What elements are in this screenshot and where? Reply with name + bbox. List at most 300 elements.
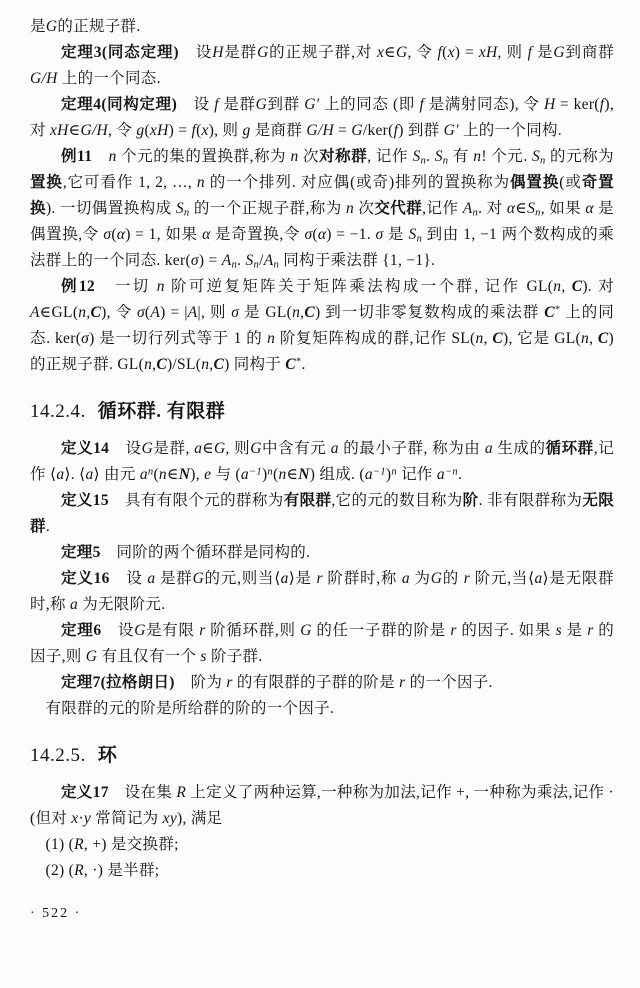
text-run: C xyxy=(571,278,583,295)
text-run: ) xyxy=(261,466,268,483)
text-run: ,记作 xyxy=(422,200,463,217)
text-run: S xyxy=(412,148,421,165)
text-run: x xyxy=(376,44,385,61)
text-run: 是 xyxy=(383,226,409,243)
text-run: n xyxy=(273,259,280,271)
text-run: 的因子. 如果 xyxy=(456,622,556,639)
text-run: x xyxy=(71,810,79,827)
text-run: (2) ( xyxy=(45,862,75,879)
text-run: 是 GL( xyxy=(239,304,293,321)
text-run: σ xyxy=(231,304,240,321)
text-run: G xyxy=(255,96,268,113)
text-run: , xyxy=(209,356,214,373)
text-run: 交代群 xyxy=(374,200,423,217)
text-run: 是偶置换,令 xyxy=(30,200,614,243)
text-run: R xyxy=(74,862,84,879)
text-run: n xyxy=(156,278,165,295)
text-run: 14.2.4. xyxy=(30,401,86,422)
text-run: n xyxy=(267,330,276,347)
text-run: 上的同态. ker( xyxy=(30,304,614,347)
text-run: A xyxy=(221,252,232,269)
text-run: n xyxy=(267,466,273,478)
text-run: σ xyxy=(190,252,199,269)
text-run: , 令 xyxy=(108,122,137,139)
text-run: 的元称为 xyxy=(545,148,614,165)
text-run: 设 xyxy=(101,622,135,639)
text-run: 偶置换 xyxy=(510,174,560,191)
text-run: 记作 xyxy=(396,466,437,483)
text-run: H xyxy=(544,96,556,113)
text-run: a xyxy=(85,466,94,483)
text-run: n xyxy=(416,233,423,245)
text-run: n xyxy=(420,155,427,167)
text-run: ) xyxy=(385,466,392,483)
text-run: r xyxy=(450,622,457,639)
page-content xyxy=(30,14,614,922)
text-run: A xyxy=(187,304,198,321)
text-run: ), 令 xyxy=(101,304,137,321)
text-run: ). 对 xyxy=(582,278,614,295)
text-run: 的一个正规子群,称为 xyxy=(189,200,346,217)
text-run: ∈ xyxy=(384,44,396,61)
text-run: 到由 1, −1 两个数构成的乘法群上的一个同态. ker( xyxy=(30,226,614,269)
text-run: = xyxy=(333,122,352,139)
text-run: n xyxy=(278,466,287,483)
text-run: ), 对 xyxy=(30,96,615,139)
text-run: 的一个排列. 对应偶(或奇)排列的置换称为 xyxy=(204,174,510,191)
text-run: xH xyxy=(478,44,498,61)
text-run: ) = xyxy=(168,122,192,139)
text-run: 定理7(拉格朗日) xyxy=(61,674,175,691)
text-run: G/H xyxy=(80,122,109,139)
text-run: C xyxy=(597,330,609,347)
paragraph xyxy=(30,14,614,40)
text-run: ( xyxy=(442,44,448,61)
text-run: G xyxy=(141,440,154,457)
paragraph xyxy=(30,92,614,144)
text-run: R xyxy=(74,836,84,853)
text-run: 是奇置换,令 xyxy=(210,226,305,243)
text-run: S xyxy=(531,148,540,165)
text-run: ∈ xyxy=(68,122,81,139)
text-run: C xyxy=(304,304,315,321)
text-run: 是有限 xyxy=(145,622,200,639)
text-run: a xyxy=(56,466,65,483)
text-run: G xyxy=(214,440,226,457)
text-run: 次 xyxy=(354,200,375,217)
text-run: /ker( xyxy=(362,122,394,139)
text-run: ∈ xyxy=(286,466,299,483)
text-run: 阶 xyxy=(462,492,479,509)
text-run: n xyxy=(535,207,541,219)
text-run: 的因子,则 xyxy=(30,622,614,665)
text-run: A xyxy=(150,304,161,321)
text-run: 有限群 xyxy=(283,492,332,509)
text-run: ) 的正规子群. GL( xyxy=(30,330,614,373)
text-run: 定理3(同态定理) xyxy=(61,44,179,61)
text-run: s xyxy=(555,622,562,639)
text-run: ), 它是 GL( xyxy=(502,330,582,347)
text-run: α xyxy=(202,226,211,243)
text-run: y xyxy=(83,810,92,827)
text-run: 上的同态 (即 xyxy=(319,96,420,113)
text-run: ( xyxy=(196,122,202,139)
text-run: 设 xyxy=(178,44,213,61)
paragraph xyxy=(30,670,614,696)
text-run: ) 是一切行列式等于 1 的 xyxy=(89,330,268,347)
text-run: 置换 xyxy=(30,174,63,191)
text-run: G xyxy=(257,44,269,61)
text-run: 上的一个同态. xyxy=(57,70,161,87)
text-run: ,它可看作 1, 2, …, xyxy=(62,174,197,191)
section-heading xyxy=(30,744,614,768)
text-run: C xyxy=(213,356,225,373)
text-run: , 记作 xyxy=(367,148,413,165)
text-run: 是群 xyxy=(218,96,256,113)
text-run: S xyxy=(434,148,443,165)
text-run: a xyxy=(484,440,493,457)
text-run: α xyxy=(116,226,126,243)
text-run: r xyxy=(399,674,406,691)
paragraph xyxy=(30,540,614,566)
text-run: ) 到群 xyxy=(398,122,444,139)
text-run: 生成的 xyxy=(492,440,546,457)
text-run xyxy=(92,148,108,165)
text-run: 奇置换 xyxy=(30,174,614,217)
text-run: n xyxy=(472,207,479,219)
text-run: S xyxy=(175,200,184,217)
text-run: 有 xyxy=(448,148,474,165)
text-run: σ xyxy=(103,226,112,243)
text-run: ⟩是 xyxy=(288,570,317,587)
paragraph xyxy=(30,436,614,488)
text-run: 常简记为 xyxy=(91,810,163,827)
text-run: −1 xyxy=(372,466,386,478)
text-run: f xyxy=(214,96,219,113)
text-run: , xyxy=(86,304,91,321)
text-run: σ xyxy=(136,304,145,321)
paragraph xyxy=(30,488,614,540)
text-run: 对称群 xyxy=(319,148,368,165)
text-run: ) = 1, 如果 xyxy=(125,226,203,243)
text-run: 是 xyxy=(561,622,588,639)
text-run: 定义17 xyxy=(61,784,109,801)
paragraph xyxy=(30,144,614,274)
text-run: H xyxy=(212,44,224,61)
text-run: r xyxy=(199,622,206,639)
text-run: G xyxy=(45,18,58,35)
text-run: r xyxy=(226,674,233,691)
text-run: (1) ( xyxy=(45,836,75,853)
text-run: G/H xyxy=(30,70,58,87)
paragraph xyxy=(30,780,614,832)
text-run: , 则 xyxy=(225,440,251,457)
text-run: 上的一个同构. xyxy=(458,122,562,139)
text-run: · 522 · xyxy=(30,906,82,921)
text-run: 上定义了两种运算,一种称为加法,记作 +, 一种称为乘法,记作 · (但对 xyxy=(30,784,615,827)
text-run: xH xyxy=(49,122,69,139)
text-run: n xyxy=(345,200,355,217)
text-run: , xyxy=(483,330,493,347)
paragraph xyxy=(30,696,614,722)
text-run: x xyxy=(201,122,209,139)
text-run: G xyxy=(430,570,443,587)
text-run: f xyxy=(437,44,443,61)
text-run: G xyxy=(395,44,408,61)
text-run: ). 一切偶置换构成 xyxy=(45,200,176,217)
text-run: σ xyxy=(375,226,384,243)
text-run: f xyxy=(393,122,399,139)
text-run: x xyxy=(447,44,455,61)
text-run: . xyxy=(237,252,246,269)
text-run: 是满射同态), 令 xyxy=(424,96,545,113)
text-run: , xyxy=(300,304,305,321)
text-run: S xyxy=(408,226,417,243)
text-run: * xyxy=(554,304,561,316)
text-run: n xyxy=(231,259,238,271)
text-run: g xyxy=(136,122,145,139)
text-run: ) 组成. ( xyxy=(309,466,365,483)
text-run: 是 xyxy=(30,18,46,35)
text-run: 的正规子群. xyxy=(57,18,141,35)
text-run: 是群, xyxy=(153,440,195,457)
text-run: a xyxy=(69,596,79,613)
text-run: G xyxy=(192,570,205,587)
text-run: n xyxy=(442,155,449,167)
text-run: ) = | xyxy=(160,304,188,321)
text-run: N xyxy=(178,466,191,483)
text-run: , +) 是交换群; xyxy=(83,836,179,853)
text-run: a xyxy=(436,466,445,483)
text-run: a xyxy=(534,570,543,587)
text-run: 定义15 xyxy=(61,492,109,509)
text-run: · xyxy=(78,810,84,827)
text-run: . 非有限群称为 xyxy=(478,492,583,509)
text-run: = ker( xyxy=(555,96,600,113)
text-run: 例12 xyxy=(61,278,95,295)
text-run: . 对 xyxy=(478,200,507,217)
text-run: , 令 xyxy=(407,44,438,61)
text-run: 同构于乘法群 {1, −1}. xyxy=(279,252,436,269)
text-run: ( xyxy=(312,226,318,243)
text-run: , xyxy=(589,330,598,347)
text-run: 的有限群的子群的阶是 xyxy=(232,674,400,691)
text-run: R xyxy=(176,784,187,801)
text-run: G xyxy=(134,622,146,639)
text-run: −1 xyxy=(248,466,262,478)
text-run: 同阶的两个循环群是同构的. xyxy=(100,544,311,561)
text-run: 的元,则当⟨ xyxy=(204,570,281,587)
text-run: 无限群 xyxy=(30,492,614,535)
text-run: 定理6 xyxy=(61,622,102,639)
paragraph xyxy=(30,858,614,884)
text-run: C xyxy=(544,304,555,321)
text-run: 循环群 xyxy=(545,440,594,457)
text-run: g xyxy=(242,122,251,139)
text-run: C xyxy=(90,304,102,321)
text-run: 定义16 xyxy=(61,570,110,587)
text-run: 设在集 xyxy=(108,784,177,801)
text-run: 14.2.5. xyxy=(30,745,86,766)
text-run: 循环群. 有限群 xyxy=(97,401,226,422)
text-run: 阶可逆复矩阵关于矩阵乘法构成一个群, 记作 GL( xyxy=(164,278,554,295)
text-run: ( xyxy=(272,466,279,483)
text-run: G xyxy=(553,44,565,61)
paragraph xyxy=(30,566,614,618)
text-run: a xyxy=(194,440,203,457)
text-run: , 如果 xyxy=(540,200,586,217)
text-run: ), xyxy=(190,466,205,483)
text-run: 是 xyxy=(532,44,554,61)
text-run: 定理4(同构定理) xyxy=(61,96,178,113)
text-run: 一切 xyxy=(94,278,157,295)
text-run: n xyxy=(253,259,260,271)
text-run: ∈ xyxy=(166,466,179,483)
text-run: α xyxy=(585,200,594,217)
text-run: xy xyxy=(162,810,178,827)
text-run: n xyxy=(475,330,484,347)
text-run: 设 xyxy=(109,440,142,457)
text-run: G xyxy=(85,648,98,665)
text-run: ) = xyxy=(198,252,222,269)
text-run: (或 xyxy=(559,174,582,191)
text-run: a xyxy=(364,466,373,483)
text-run: 为无限阶元. xyxy=(78,596,166,613)
text-run: a xyxy=(139,466,148,483)
text-run: 的一个因子. xyxy=(405,674,493,691)
text-run: −n xyxy=(444,466,458,478)
text-run: σ xyxy=(304,226,313,243)
text-run: α xyxy=(317,226,327,243)
text-run: ( xyxy=(144,304,151,321)
text-run: G xyxy=(300,622,312,639)
text-run: )/SL( xyxy=(166,356,202,373)
text-run: r xyxy=(587,622,594,639)
text-run: a xyxy=(280,570,289,587)
text-run: ∈ xyxy=(515,200,528,217)
text-run: N xyxy=(298,466,310,483)
text-run: 有且仅有一个 xyxy=(97,648,201,665)
text-run: 环 xyxy=(97,745,118,766)
text-run: n xyxy=(144,356,153,373)
text-run: ) = xyxy=(454,44,479,61)
text-run: n xyxy=(391,466,397,478)
text-run: 阶群时,称 xyxy=(322,570,402,587)
text-run: 的正规子群,对 xyxy=(268,44,377,61)
text-run: ⟩是无限群时,称 xyxy=(30,570,614,613)
text-run: n xyxy=(196,174,205,191)
text-run: n xyxy=(78,304,87,321)
text-run: 到群 xyxy=(267,96,305,113)
text-run: ) 到一切非零复数构成的乘法群 xyxy=(315,304,545,321)
text-run: G′ xyxy=(304,96,320,113)
text-run: e xyxy=(204,466,212,483)
text-run: ⟩ 由元 xyxy=(93,466,140,483)
text-run: ), 则 xyxy=(208,122,243,139)
text-run: 阶子群. xyxy=(206,648,263,665)
text-run: C xyxy=(492,330,503,347)
text-run: 设 xyxy=(177,96,215,113)
text-run: 是商群 xyxy=(250,122,307,139)
text-run: S xyxy=(245,252,254,269)
text-run: α xyxy=(506,200,516,217)
text-run: ) = −1. xyxy=(326,226,376,243)
text-run: * xyxy=(295,356,302,368)
paragraph xyxy=(30,832,614,858)
text-run: , xyxy=(152,356,157,373)
text-run: n xyxy=(473,148,482,165)
paragraph xyxy=(30,618,614,670)
text-run: 阶复矩阵构成的群,记作 SL( xyxy=(275,330,476,347)
text-run: s xyxy=(200,648,207,665)
text-run: 例11 xyxy=(61,148,93,165)
text-run: f xyxy=(191,122,197,139)
text-run: 的最小子群, 称为由 xyxy=(338,440,485,457)
text-run: n xyxy=(147,466,154,478)
text-run: n xyxy=(553,278,562,295)
text-run: ,它的元的数目称为 xyxy=(331,492,463,509)
text-run: 具有有限个元的群称为 xyxy=(108,492,284,509)
text-run: G xyxy=(250,440,262,457)
page-number xyxy=(30,906,614,922)
text-run: ⟩. ⟨ xyxy=(64,466,86,483)
text-run: 与 ( xyxy=(211,466,241,483)
text-run: G/H xyxy=(306,122,334,139)
text-run: . xyxy=(457,466,463,483)
text-run: 是群 xyxy=(223,44,258,61)
text-run: n xyxy=(158,466,167,483)
text-run: a xyxy=(401,570,410,587)
text-run: ) 同构于 xyxy=(224,356,286,373)
text-run: S xyxy=(527,200,536,217)
section-heading xyxy=(30,400,614,424)
text-run: n xyxy=(183,207,190,219)
text-run: 阶为 xyxy=(174,674,227,691)
text-run: n xyxy=(581,330,590,347)
text-run: ! 个元. xyxy=(481,148,532,165)
text-run: 定理5 xyxy=(61,544,101,561)
text-run: ( xyxy=(153,466,159,483)
text-run: , 则 xyxy=(497,44,528,61)
text-run: A xyxy=(30,304,40,321)
text-run: 阶元,当⟨ xyxy=(470,570,535,587)
text-run: ∈ xyxy=(202,440,215,457)
text-run: . xyxy=(45,518,50,535)
text-run: ,记作 ⟨ xyxy=(30,440,614,483)
text-run: n xyxy=(292,304,301,321)
text-run: ( xyxy=(144,122,150,139)
text-run: a xyxy=(240,466,249,483)
text-run: , xyxy=(561,278,572,295)
text-run: f xyxy=(419,96,425,113)
text-run: 中含有元 xyxy=(261,440,331,457)
text-run: 定义14 xyxy=(61,440,110,457)
text-run: A xyxy=(263,252,274,269)
text-run: 是群 xyxy=(155,570,193,587)
text-run: n xyxy=(201,356,210,373)
text-run: |, 则 xyxy=(197,304,232,321)
text-run: n xyxy=(108,148,117,165)
text-run: C xyxy=(156,356,167,373)
text-run: G xyxy=(351,122,363,139)
text-run: ∈GL( xyxy=(39,304,79,321)
text-run: 个元的集的置换群,称为 xyxy=(116,148,291,165)
paragraph xyxy=(30,274,614,378)
text-run: n xyxy=(540,155,546,167)
text-run: 设 xyxy=(109,570,148,587)
text-run: a xyxy=(330,440,339,457)
text-run: 到商群 xyxy=(564,44,615,61)
